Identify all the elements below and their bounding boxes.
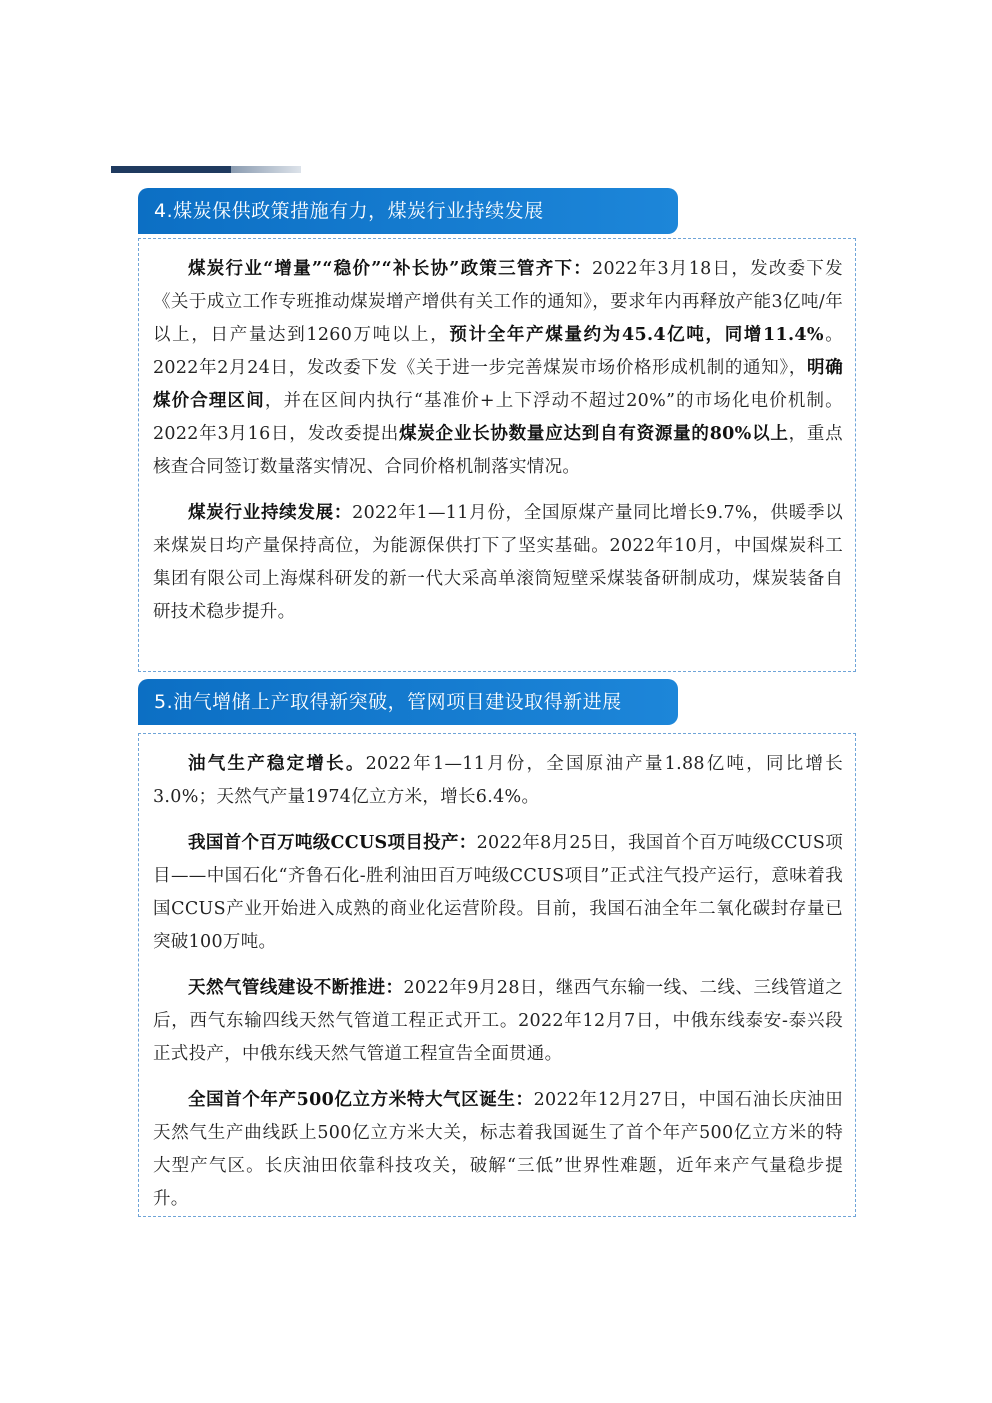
text-run: 2022年3月18日，发改委下发《关于成立工作专班推动煤炭增产增供有关工作的通知》，要求年内再释放产能3亿吨/年以上，日产量达到1260万吨以上， [153,259,843,345]
section-4-heading: 4.煤炭保供政策措施有力，煤炭行业持续发展 [138,188,678,234]
bold-text-run: 天然气管线建设不断推进： [188,978,404,998]
text-run: 2022年9月28日，继西气东输一线、二线、三线管道之后，西气东输四线天然气管道工程正式开工。2022年12月7日，中俄东线泰安-泰兴段正式投产，中俄东线天然气管道工程宣告全面贯通。 [153,978,843,1064]
section-4-content-box [138,238,856,672]
paragraph-ccus-project [153,827,843,959]
bold-text-run: 煤炭企业长协数量应达到自有资源量的80%以上 [398,424,789,444]
paragraph-coal-policy [153,253,843,484]
text-run: 2022年1—11月份，全国原煤产量同比增长9.7%，供暖季以来煤炭日均产量保持高位，为能源保供打下了坚实基础。2022年10月，中国煤炭科工集团有限公司上海煤科研发的新一代大采高单滚筒短壁采煤装备研制成功，煤炭装备自研技术稳步提升。 [153,503,844,622]
bold-text-run: 煤炭行业“增量”“稳价”“补长协”政策三管齐下： [188,259,593,279]
bold-text-run: 油气生产稳定增长。 [188,754,366,774]
text-run: 2022年8月25日，我国首个百万吨级CCUS项目——中国石化“齐鲁石化-胜利油田百万吨级CCUS项目”正式注气投产运行，意味着我国CCUS产业开始进入成熟的商业化运营阶段。目前，我国石油全年二氧化碳封存量已突破100万吨。 [153,833,844,952]
bold-text-run: 我国首个百万吨级CCUS项目投产： [188,833,477,853]
text-run: ，重点核查合同签订数量落实情况、合同价格机制落实情况。 [153,424,843,477]
top-decorative-rule [111,166,301,173]
paragraph-coal-development [153,497,843,629]
paragraph-gas-field [153,1084,843,1216]
bold-text-run: 全国首个年产500亿立方米特大气区诞生： [188,1090,534,1110]
text-run: 2022年1—11月份，全国原油产量1.88亿吨，同比增长3.0%；天然气产量1974亿立方米，增长6.4%。 [153,754,843,807]
bold-text-run: 明确煤价合理区间 [153,358,843,411]
paragraph-oil-gas-production [153,748,843,814]
text-run: ，并在区间内执行“基准价+上下浮动不超过20%”的市场化电价机制。2022年3月16日，发改委提出 [153,391,843,444]
bold-text-run: 预计全年产煤量约为45.4亿吨，同增11.4% [449,325,824,345]
top-rule-light-segment [231,166,301,173]
paragraph-gas-pipeline [153,972,843,1071]
text-run: 2022年12月27日，中国石油长庆油田天然气生产曲线跃上500亿立方米大关，标志着我国诞生了首个年产500亿立方米的特大型产气区。长庆油田依靠科技攻关，破解“三低”世界性难题，近年来产气量稳步提升。 [153,1090,843,1209]
section-5-content-box [138,733,856,1217]
bold-text-run: 煤炭行业持续发展： [188,503,353,523]
section-5-heading: 5.油气增储上产取得新突破，管网项目建设取得新进展 [138,679,678,725]
text-run: 。2022年2月24日，发改委下发《关于进一步完善煤炭市场价格形成机制的通知》， [153,325,843,378]
top-rule-dark-segment [111,166,231,173]
